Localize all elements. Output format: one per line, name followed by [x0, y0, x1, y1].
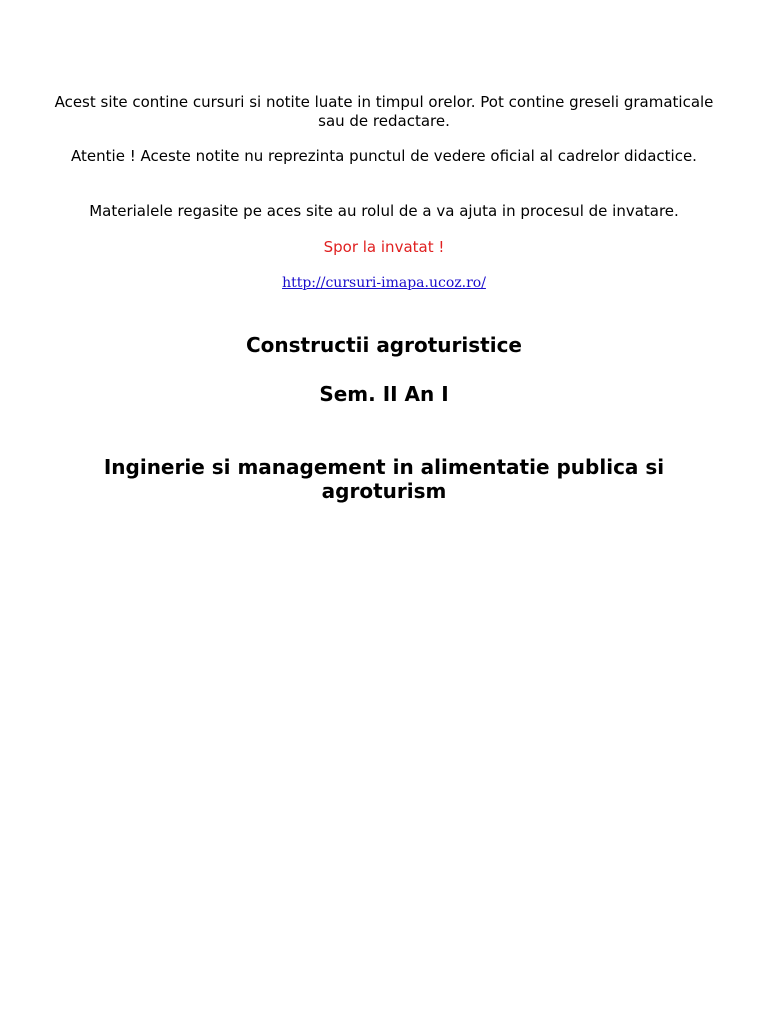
encouragement-text: Spor la invatat ! [323, 238, 445, 256]
disclaimer-purpose-text: Materialele regasite pe aces site au rolul de a va ajuta in procesul de invatare. [89, 202, 679, 220]
semester-label: Sem. II An I [319, 382, 449, 406]
site-link[interactable]: http://cursuri-imapa.ucoz.ro/ [282, 275, 486, 291]
course-title: Constructii agroturistice [246, 333, 522, 357]
disclaimer-official-text: Atentie ! Aceste notite nu reprezinta punctul de vedere oficial al cadrelor didactice. [71, 147, 697, 165]
site-link-container [0, 274, 768, 292]
disclaimer-notes-text: Acest site contine cursuri si notite luate in timpul orelor. Pot contine greseli gramaticale sau de redactare. [54, 93, 714, 130]
specialization-title: Inginerie si management in alimentatie publica si agroturism [103, 455, 665, 503]
